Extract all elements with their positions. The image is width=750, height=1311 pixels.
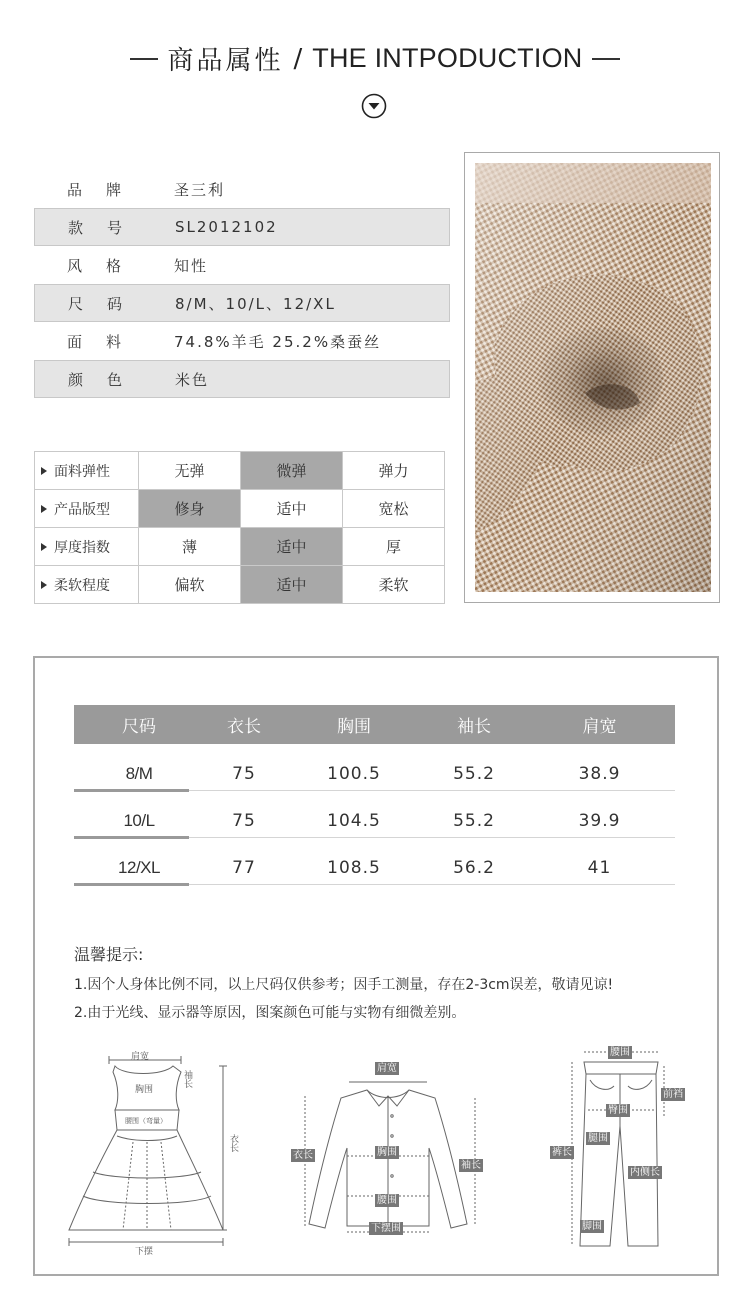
size-header-cell: 袖长: [457, 717, 491, 737]
size-cell: 8/M: [125, 764, 153, 783]
property-option: 厚: [343, 528, 445, 566]
attribute-value: 8/M、10/L、12/XL: [175, 294, 336, 313]
size-table-header: [74, 705, 675, 744]
shirt-label-sleeve: 袖长: [461, 1160, 481, 1171]
dress-label-length: 衣长: [228, 1134, 238, 1152]
size-header-cell: 胸围: [337, 717, 371, 737]
attribute-value: SL2012102: [175, 218, 278, 236]
attribute-value: 74.8%羊毛 25.2%桑蚕丝: [174, 332, 382, 351]
size-cell: 39.9: [578, 811, 621, 831]
size-header-cell: 衣长: [227, 717, 261, 737]
property-grid: [34, 451, 445, 604]
shirt-label-hem: 下摆围: [371, 1223, 401, 1234]
size-cell: 77: [232, 858, 256, 878]
shirt-label-waist: 腰围: [377, 1195, 397, 1206]
size-header-cell: 肩宽: [582, 717, 617, 737]
attribute-label: 风格: [67, 256, 146, 275]
triangle-right-icon: [41, 505, 47, 513]
attribute-row-style: [34, 246, 450, 284]
dress-label-hem: 下摆: [135, 1247, 154, 1257]
attribute-label: 面料: [67, 332, 146, 351]
size-table-row: [74, 744, 675, 791]
pants-label-leg-opening: 脚围: [582, 1221, 602, 1232]
notes-title: 温馨提示:: [74, 945, 144, 964]
size-cell: 100.5: [327, 764, 381, 784]
size-cell: 104.5: [327, 811, 381, 831]
shirt-label-chest: 胸围: [377, 1147, 397, 1158]
size-cell: 41: [587, 858, 612, 878]
attribute-row-fabric: [34, 322, 450, 360]
size-cell: 55.2: [453, 764, 495, 784]
property-row-thickness: [35, 528, 445, 566]
dress-label-chest: 胸围: [135, 1085, 154, 1095]
shirt-label-length: 衣长: [293, 1150, 313, 1161]
row-underline: [74, 883, 189, 886]
size-cell: 55.2: [453, 811, 495, 831]
header-title-line: [130, 40, 621, 77]
section-header: [0, 40, 750, 77]
attribute-row-style-number: [34, 208, 450, 246]
pants-measure-diagram: [548, 1046, 698, 1258]
property-option: 薄: [139, 528, 241, 566]
property-option: 修身: [139, 490, 241, 528]
property-row-elasticity: [35, 452, 445, 490]
attribute-label: 品牌: [67, 180, 146, 199]
notes-block: [74, 941, 613, 1027]
pants-label-front-rise: 前裆: [663, 1089, 683, 1100]
attribute-row-color: [34, 360, 450, 398]
property-row-fit: [35, 490, 445, 528]
attribute-label: 尺码: [68, 294, 147, 313]
size-table: [74, 705, 675, 885]
size-cell: 56.2: [453, 858, 495, 878]
property-option: 柔软: [343, 566, 445, 604]
chevron-down-circle-icon: [361, 93, 387, 119]
property-option: 弹力: [343, 452, 445, 490]
size-cell: 10/L: [123, 811, 155, 830]
header-separator: /: [293, 43, 303, 74]
size-chart-panel: [33, 656, 719, 1276]
size-cell: 108.5: [327, 858, 381, 878]
attribute-label: 颜色: [68, 370, 147, 389]
dress-label-shoulder: 肩宽: [131, 1052, 150, 1062]
shirt-label-shoulder: 肩宽: [377, 1063, 397, 1074]
property-label: 面料弹性: [35, 452, 139, 490]
attribute-row-brand: [34, 170, 450, 208]
property-option: 适中: [241, 528, 343, 566]
size-table-row: [74, 791, 675, 838]
notes-line: 1.因个人身体比例不同，以上尺码仅供参考；因手工测量，存在2-3cm误差，敬请见谅!: [74, 977, 614, 993]
property-option: 适中: [241, 490, 343, 528]
header-dash-right: [592, 58, 620, 60]
header-dash-left: [130, 58, 158, 60]
property-label: 厚度指数: [35, 528, 139, 566]
shirt-measure-diagram: [287, 1056, 487, 1246]
attribute-label: 款号: [68, 218, 147, 237]
property-option: 偏软: [139, 566, 241, 604]
attribute-value: 米色: [175, 370, 210, 389]
size-cell: 75: [232, 764, 256, 784]
triangle-right-icon: [41, 581, 47, 589]
notes-line: 2.由于光线、显示器等原因，图案颜色可能与实物有细微差别。: [74, 1005, 466, 1021]
attribute-row-size: [34, 284, 450, 322]
triangle-right-icon: [41, 467, 47, 475]
pants-label-outseam: 裤长: [552, 1147, 572, 1158]
size-table-row: [74, 838, 675, 885]
pants-label-thigh: 腿围: [588, 1133, 608, 1144]
pants-label-hip: 臀围: [608, 1105, 628, 1116]
header-title-cn: 商品属性: [167, 46, 284, 76]
dress-measure-diagram: [63, 1046, 243, 1256]
header-title-en: THE INTPODUCTION: [312, 43, 583, 73]
pants-label-waist: 腰围: [610, 1047, 630, 1058]
property-option: 无弹: [139, 452, 241, 490]
property-option: 适中: [241, 566, 343, 604]
triangle-right-icon: [41, 543, 47, 551]
pants-label-inseam: 内侧长: [630, 1167, 660, 1178]
dress-label-waist: 腰围（弯量）: [125, 1117, 167, 1125]
size-cell: 12/XL: [118, 858, 160, 877]
dress-label-sleeve: 袖长: [182, 1070, 192, 1088]
property-option: 微弹: [241, 452, 343, 490]
size-header-cell: 尺码: [122, 717, 156, 737]
attribute-table: [34, 170, 450, 398]
dress-sketch: [63, 1046, 243, 1256]
size-cell: 75: [232, 811, 256, 831]
fabric-photo-frame: [464, 152, 720, 603]
property-label: 柔软程度: [35, 566, 139, 604]
property-option: 宽松: [343, 490, 445, 528]
attribute-value: 知性: [174, 256, 209, 275]
property-row-softness: [35, 566, 445, 604]
fabric-photo: [475, 163, 711, 592]
attribute-value: 圣三利: [174, 180, 226, 199]
size-cell: 38.9: [578, 764, 621, 784]
property-label: 产品版型: [35, 490, 139, 528]
